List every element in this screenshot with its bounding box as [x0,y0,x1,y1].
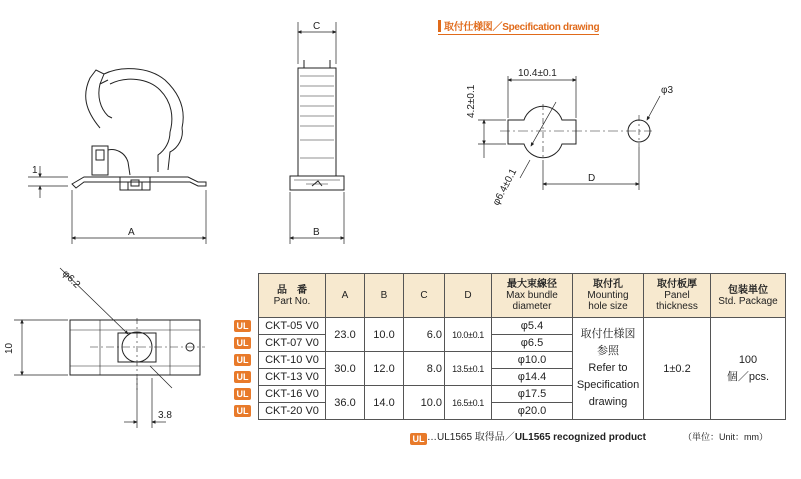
value-b: 14.0 [365,386,404,420]
col-hole: 取付孔 Mounting hole size [573,274,644,318]
part-number: CKT-05 V0 [259,318,326,335]
part-number: CKT-20 V0 [259,403,326,420]
title-bar-mark [438,20,441,32]
side-view-clamp [290,60,344,190]
part-number: CKT-16 V0 [259,386,326,403]
col-panel: 取付板厚 Panel thickness [644,274,711,318]
spec-drawing-title-text: 取付仕様図／Specification drawing [444,22,600,33]
dim-label-c: C [313,21,321,32]
value-bundle: φ5.4 [492,318,573,335]
dim-label-small-hole: φ3 [661,85,674,96]
dim-label-width: 10.4±0.1 [518,68,557,79]
col-part-no: 品 番 Part No. [259,274,326,318]
value-a: 23.0 [326,318,365,352]
ul-badge: UL [234,371,251,383]
value-d: 13.5±0.1 [445,352,492,386]
dim-label-d: D [588,173,596,184]
ul-badge: UL [234,388,251,400]
spec-drawing-title [438,18,599,33]
ul-badge: UL [234,320,251,332]
dim-label-1: 1 [32,165,38,176]
title-underline [438,34,599,35]
ul-badge: UL [234,354,251,366]
dim-label-b: B [313,227,320,238]
col-package: 包装単位 Std. Package [711,274,786,318]
value-bundle: φ10.0 [492,352,573,369]
ul-badge: UL [234,337,251,349]
value-bundle: φ17.5 [492,386,573,403]
spec-table [258,273,786,420]
col-a: A [326,274,365,318]
bottom-view-clamp [70,318,205,390]
ul-badge: UL [410,433,427,445]
dim-label-10: 10 [4,342,15,354]
footnote-prefix: …UL1565 取得品／ [427,432,515,443]
unit-note: （単位：Unit：mm） [683,432,768,442]
ul-badge: UL [234,405,251,417]
dim-label-diameter-bottom: φ6.2 [59,268,83,291]
value-c: 10.0 [404,386,445,420]
part-number: CKT-10 V0 [259,352,326,369]
value-b: 12.0 [365,352,404,386]
table-header-row [259,274,786,318]
value-d: 10.0±0.1 [445,318,492,352]
col-bundle: 最大束線径 Max bundle diameter [492,274,573,318]
table-row [259,318,786,335]
value-a: 36.0 [326,386,365,420]
dim-label-diameter-hole: φ6.4±0.1 [490,167,520,208]
front-view-clamp [72,69,206,190]
value-c: 8.0 [404,352,445,386]
dim-label-height: 4.2±0.1 [466,84,477,118]
dim-label-3-8: 3.8 [158,410,172,421]
value-bundle: φ20.0 [492,403,573,420]
part-number: CKT-07 V0 [259,335,326,352]
value-a: 30.0 [326,352,365,386]
value-bundle: φ14.4 [492,369,573,386]
col-d: D [445,274,492,318]
value-hole: 取付仕様図 参照 Refer to Specification drawing [573,318,644,420]
col-c: C [404,274,445,318]
dim-label-a: A [128,227,135,238]
value-d: 16.5±0.1 [445,386,492,420]
footnote-product: UL1565 recognized product [514,432,646,443]
col-b: B [365,274,404,318]
value-c: 6.0 [404,318,445,352]
ul-footnote [410,428,646,445]
value-b: 10.0 [365,318,404,352]
value-package: 100 個／pcs. [711,318,786,420]
value-panel: 1±0.2 [644,318,711,420]
value-bundle: φ6.5 [492,335,573,352]
part-number: CKT-13 V0 [259,369,326,386]
